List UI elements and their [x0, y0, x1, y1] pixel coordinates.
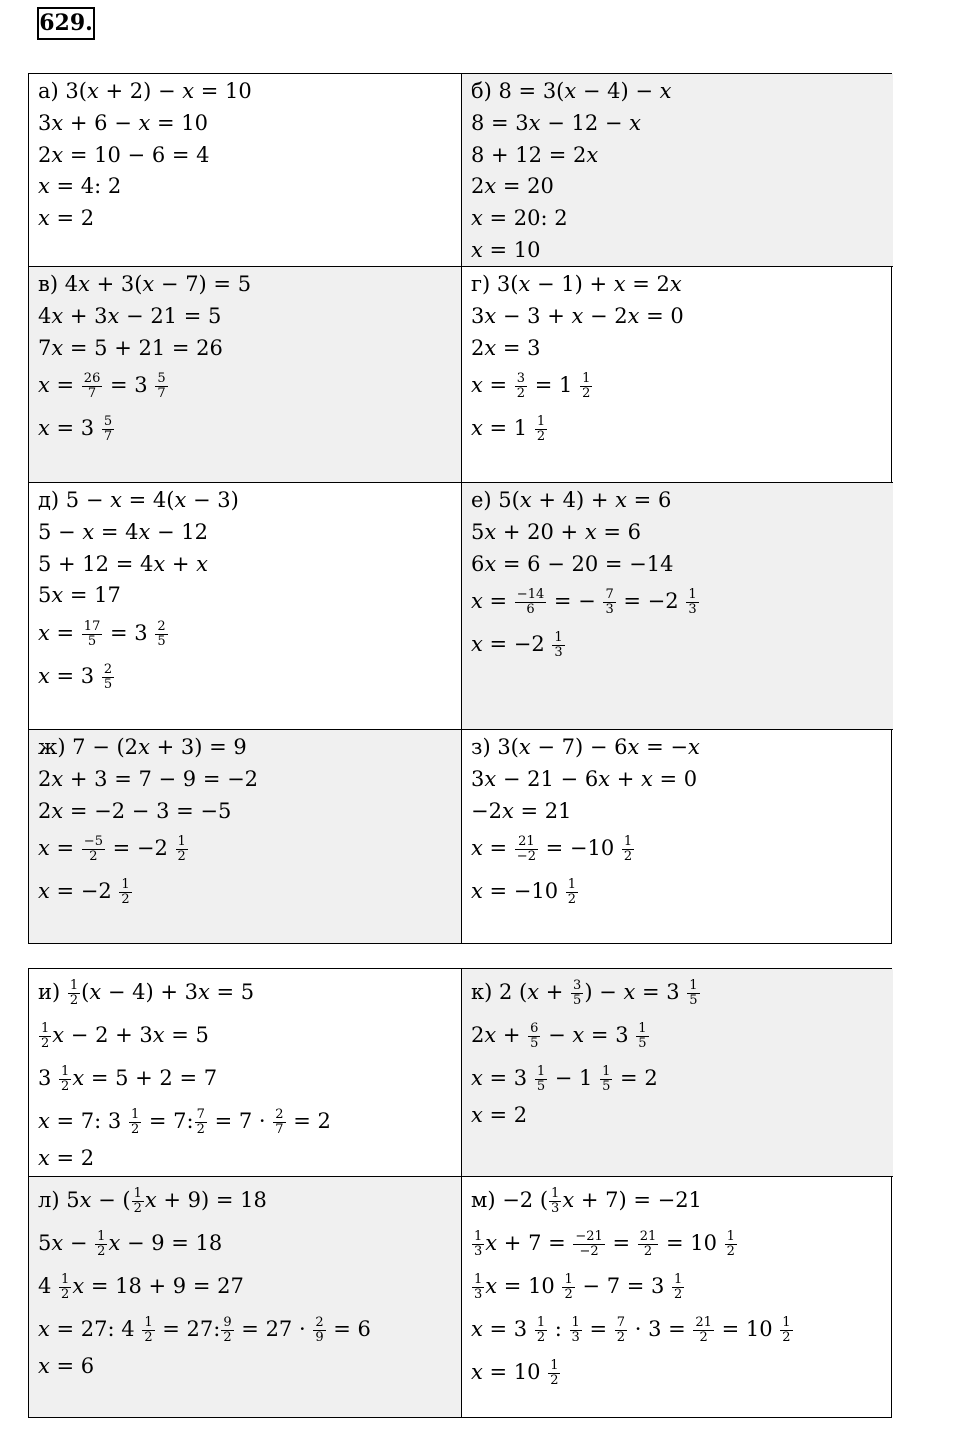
solution-cell	[29, 482, 461, 729]
solution-cell	[29, 729, 461, 943]
equation-line: 7x = 5 + 21 = 26	[38, 335, 223, 360]
equation-line: 5 + 12 = 4x + x	[38, 551, 208, 576]
equation-line: x = 6	[38, 1354, 95, 1378]
equation-line: з) 3(x − 7) − 6x = −x	[471, 735, 700, 759]
equation-line: x = $\frac{-5}{2}$ = −2 $\frac{1}{2}$	[38, 834, 186, 865]
equation-line: б) 8 = 3(x − 4) − x	[471, 79, 672, 103]
equation-line: к) 2 (x + $\frac{3}{5}$ ) − x = 3 $\frac{1}{5}$	[471, 978, 698, 1008]
equation-line: x = 10	[471, 237, 541, 262]
equation-line: 5x + 20 + x = 6	[471, 519, 641, 544]
solution-cell	[461, 969, 893, 1176]
equation-line: 3 $\frac{1}{2}$ x = 5 + 2 = 7	[38, 1064, 218, 1094]
equation-line: л) 5x − ( $\frac{1}{2}$ x + 9) = 18	[38, 1186, 267, 1216]
equation-line: 5 − x = 4x − 12	[38, 519, 208, 544]
equation-line: 2x + 3 = 7 − 9 = −2	[38, 766, 259, 791]
equation-line: x = 7: 3 $\frac{1}{2}$ = 7: $\frac{7}{2}$ = 7 · $\frac{2}{7}$ = 2	[38, 1107, 331, 1137]
solution-cell	[29, 969, 461, 1176]
equation-line: x = 20: 2	[471, 206, 568, 231]
solution-cell	[29, 74, 461, 266]
equation-line: 3x − 3 + x − 2x = 0	[471, 303, 684, 328]
equation-line: 8 = 3x − 12 − x	[471, 110, 641, 135]
equation-line: м) −2 ( $\frac{1}{3}$ x + 7) = −21	[471, 1186, 702, 1216]
equation-line: ж) 7 − (2x + 3) = 9	[38, 735, 247, 759]
solution-cell	[461, 1176, 893, 1417]
solution-cell	[29, 266, 461, 482]
equation-line: е) 5(x + 4) + x = 6	[471, 488, 672, 512]
equation-line: 5x = 17	[38, 583, 121, 608]
solutions-table-2	[28, 968, 892, 1418]
equation-line: 6x = 6 − 20 = −14	[471, 551, 674, 576]
equation-line: 2x = 3	[471, 335, 541, 360]
equation-line: 2x = −2 − 3 = −5	[38, 798, 232, 823]
solution-cell	[461, 74, 893, 266]
equation-line: г) 3(x − 1) + x = 2x	[471, 272, 682, 296]
equation-line: x = 2	[38, 206, 95, 231]
solution-cell	[461, 482, 893, 729]
equation-line: в) 4x + 3(x − 7) = 5	[38, 272, 252, 296]
equation-line: 3x − 21 − 6x + x = 0	[471, 766, 698, 791]
equation-line: 2x = 10 − 6 = 4	[38, 142, 210, 167]
solution-cell	[461, 729, 893, 943]
equation-line: 8 + 12 = 2x	[471, 142, 599, 167]
equation-line: x = 3 $\frac{5}{7}$	[38, 414, 113, 445]
equation-line: 5x − $\frac{1}{2}$ x − 9 = 18	[38, 1229, 223, 1259]
equation-line: x = −2 $\frac{1}{3}$	[471, 630, 563, 661]
equation-line: x = −10 $\frac{1}{2}$	[471, 877, 577, 908]
equation-line: 4 $\frac{1}{2}$ x = 18 + 9 = 27	[38, 1272, 244, 1302]
equation-line: x = 3 $\frac{2}{5}$	[38, 662, 113, 693]
equation-line: x = $\frac{3}{2}$ = 1 $\frac{1}{2}$	[471, 371, 591, 402]
equation-line: а) 3(x + 2) − x = 10	[38, 79, 252, 103]
equation-line: $\frac{1}{3}$ x = 10 $\frac{1}{2}$ − 7 = 3 $\frac{1}{2}$	[474, 1272, 683, 1302]
equation-line: −2x = 21	[471, 798, 572, 823]
solutions-table-1	[28, 73, 892, 944]
equation-line: x = $\frac{21}{-2}$ = −10 $\frac{1}{2}$	[471, 834, 633, 865]
equation-line: x = 10 $\frac{1}{2}$	[471, 1358, 559, 1388]
solution-cell	[461, 266, 893, 482]
equation-line: x = $\frac{17}{5}$ = 3 $\frac{2}{5}$	[38, 619, 166, 650]
equation-line: x = 1 $\frac{1}{2}$	[471, 414, 546, 445]
equation-line: и) $\frac{1}{2}$ (x − 4) + 3x = 5	[38, 978, 255, 1008]
equation-line: x = $\frac{26}{7}$ = 3 $\frac{5}{7}$	[38, 371, 166, 402]
equation-line: $\frac{1}{3}$ x + 7 = $\frac{-21}{-2}$ = $\frac{21}{2}$ = 10 $\frac{1}{2}$	[474, 1229, 735, 1259]
solution-cell	[29, 1176, 461, 1417]
equation-line: 4x + 3x − 21 = 5	[38, 303, 222, 328]
equation-line: 2x + $\frac{6}{5}$ − x = 3 $\frac{1}{5}$	[471, 1021, 647, 1051]
equation-line: x = 3 $\frac{1}{5}$ − 1 $\frac{1}{5}$ = 2	[471, 1064, 658, 1094]
equation-line: x = $\frac{-14}{6}$ = − $\frac{7}{3}$ = −2 $\frac{1}{3}$	[471, 587, 697, 618]
equation-line: x = 4: 2	[38, 174, 122, 199]
equation-line: x = 2	[471, 1103, 528, 1127]
equation-line: д) 5 − x = 4(x − 3)	[38, 488, 239, 512]
equation-line: x = 27: 4 $\frac{1}{2}$ = 27: $\frac{9}{2}$ = 27 · $\frac{2}{9}$ = 6	[38, 1315, 371, 1345]
equation-line: x = −2 $\frac{1}{2}$	[38, 877, 130, 908]
equation-line: $\frac{1}{2}$ x − 2 + 3x = 5	[41, 1021, 209, 1051]
equation-line: x = 2	[38, 1146, 95, 1170]
equation-line: x = 3 $\frac{1}{2}$ : $\frac{1}{3}$ = $\frac{7}{2}$ · 3 = $\frac{21}{2}$ = 10 $\frac{1}{2}$	[471, 1315, 791, 1345]
equation-line: 3x + 6 − x = 10	[38, 110, 208, 135]
exercise-number: 629.	[37, 7, 95, 40]
equation-line: 2x = 20	[471, 174, 554, 199]
